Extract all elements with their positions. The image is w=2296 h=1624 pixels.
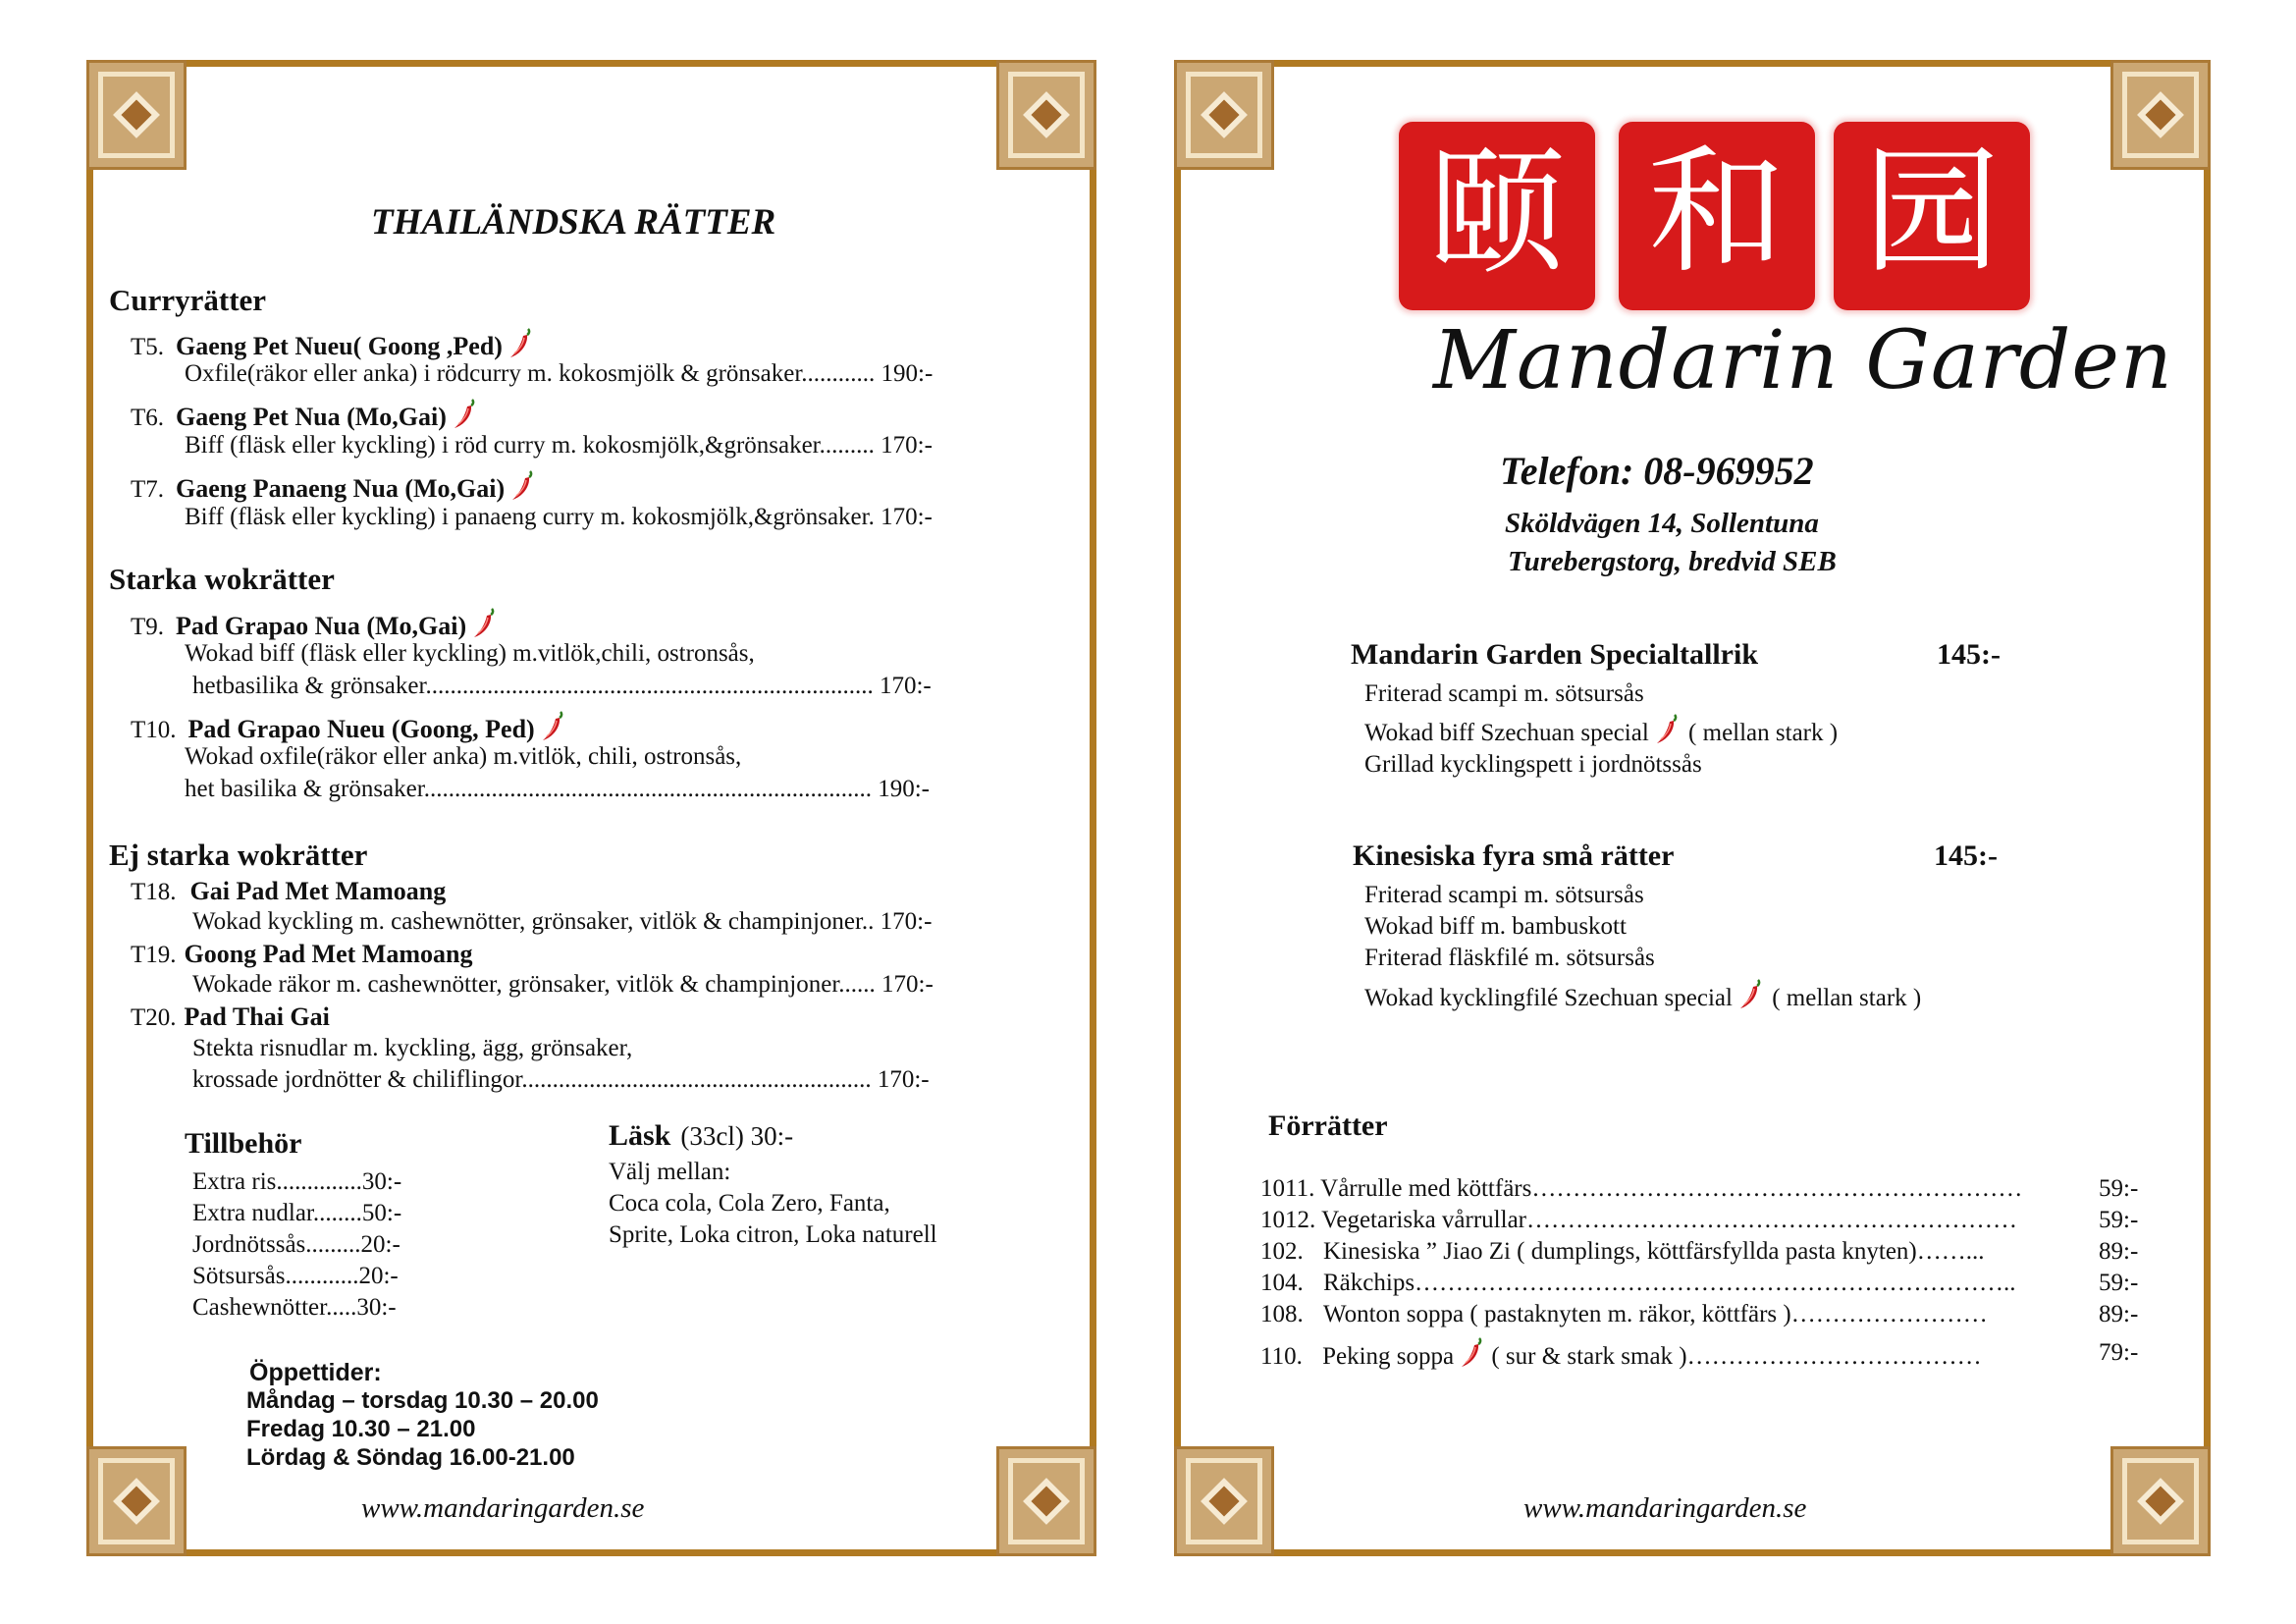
dish-desc: Stekta risnudlar m. kyckling, ägg, grönsaker,: [192, 1035, 633, 1061]
starter-text: Vårrulle med köttfärs……………………………………………………: [1320, 1175, 2023, 1202]
platter-line: Friterad scampi m. sötsursås: [1364, 680, 1644, 707]
chili-icon: [1738, 978, 1764, 1011]
starter-row: [1260, 1336, 1982, 1371]
dish-code: T20.: [131, 1004, 177, 1031]
side-item: Extra nudlar........50:-: [192, 1200, 402, 1226]
chili-icon: [1655, 713, 1681, 746]
phone-number[interactable]: Telefon: 08-969952: [1500, 449, 1814, 493]
address-line-1: Sköldvägen 14, Sollentuna: [1505, 508, 1819, 539]
starter-text: Peking soppa: [1322, 1343, 1455, 1370]
website-link[interactable]: www.mandaringarden.se: [361, 1492, 645, 1524]
starter-code: 108.: [1260, 1301, 1304, 1327]
logo-seal: [1834, 122, 2030, 310]
chili-icon: [508, 327, 534, 360]
starter-row: [1260, 1207, 2017, 1234]
side-item: Extra ris..............30:-: [192, 1168, 402, 1195]
corner-ornament-br: [2110, 1446, 2211, 1556]
dish-t6: [131, 398, 478, 432]
dish-t5: [131, 327, 534, 361]
starter-text: Wonton soppa ( pastaknyten m. räkor, köttfärs )……………………: [1323, 1301, 1988, 1327]
dish-desc: Biff (fläsk eller kyckling) i panaeng curry m. kokosmjölk,&grönsaker. 170:-: [185, 504, 933, 530]
dish-name: Pad Grapao Nueu (Goong, Ped): [187, 715, 535, 743]
starter-price: 59:-: [2099, 1270, 2139, 1296]
dish-code: T7.: [131, 476, 165, 503]
starter-code: 1011.: [1260, 1175, 1315, 1202]
starter-price: 59:-: [2099, 1175, 2139, 1202]
starter-code: 102.: [1260, 1238, 1304, 1265]
corner-ornament-tl: [86, 60, 187, 170]
logo-character: 和: [1647, 133, 1786, 293]
opening-hours-line: Måndag – torsdag 10.30 – 20.00: [246, 1387, 599, 1414]
special-platter-price: 145:-: [1937, 638, 2001, 671]
dish-t20: [131, 1002, 330, 1032]
dish-desc: Wokad biff (fläsk eller kyckling) m.vitlök,chili, ostronsås,: [185, 640, 755, 667]
section-heading-sides: Tillbehör: [185, 1127, 302, 1160]
special-platter-name: Mandarin Garden Specialtallrik: [1351, 638, 1759, 671]
page-title: THAILÄNDSKA RÄTTER: [371, 202, 776, 243]
starter-code: 1012.: [1260, 1207, 1316, 1233]
brand-name: Mandarin Garden: [1433, 314, 2173, 407]
corner-ornament-tr: [2110, 60, 2211, 170]
corner-ornament-tl: [1174, 60, 1274, 170]
starter-price: 79:-: [2099, 1339, 2139, 1366]
section-heading-mild-wok: Ej starka wokrätter: [109, 838, 368, 872]
starter-text: Räkchips………………………………………………………………..: [1323, 1270, 2016, 1296]
logo-character: 园: [1862, 133, 2001, 293]
dish-t18: [131, 877, 446, 906]
soda-line: Sprite, Loka citron, Loka naturell: [609, 1221, 937, 1248]
starter-price: 89:-: [2099, 1238, 2139, 1265]
dish-desc: Oxfile(räkor eller anka) i rödcurry m. kokosmjölk & grönsaker............ 190:-: [185, 360, 934, 387]
dish-t9: [131, 607, 498, 641]
chili-icon: [472, 607, 498, 640]
starter-code: 104.: [1260, 1270, 1304, 1296]
starter-text: ( sur & stark smak )………………………………: [1491, 1343, 1982, 1370]
platter-line-chili: [1364, 713, 1838, 747]
dish-code: T19.: [131, 942, 177, 968]
spice-note: ( mellan stark ): [1772, 985, 1922, 1011]
dish-desc: Wokad kyckling m. cashewnötter, grönsaker, vitlök & champinjoner.. 170:-: [192, 908, 933, 935]
section-heading-starters: Förrätter: [1268, 1110, 1388, 1142]
chili-icon: [541, 710, 566, 743]
starter-code: 110.: [1260, 1343, 1303, 1370]
dish-name: Pad Grapao Nua (Mo,Gai): [176, 612, 467, 640]
starter-text: Kinesiska ” Jiao Zi ( dumplings, köttfärsfyllda pasta knyten)……...: [1323, 1238, 1985, 1265]
starter-row: [1260, 1238, 1985, 1266]
side-item: Sötsursås............20:-: [192, 1263, 399, 1289]
dish-name: Gai Pad Met Mamoang: [189, 877, 447, 905]
dish-name: Pad Thai Gai: [184, 1002, 330, 1031]
starter-row: [1260, 1270, 2016, 1297]
corner-ornament-tr: [996, 60, 1096, 170]
corner-ornament-bl: [1174, 1446, 1274, 1556]
soda-heading: [609, 1119, 793, 1153]
platter-line: Wokad biff m. bambuskott: [1364, 913, 1627, 940]
dish-code: T6.: [131, 405, 165, 431]
dish-desc: hetbasilika & grönsaker......................................................................... 170:-: [192, 673, 932, 699]
dish-code: T9.: [131, 614, 165, 640]
platter-line: Grillad kycklingspett i jordnötssås: [1364, 751, 1702, 778]
dish-code: T10.: [131, 717, 177, 743]
soda-line: Coca cola, Cola Zero, Fanta,: [609, 1190, 890, 1217]
dish-name: Gaeng Pet Nua (Mo,Gai): [176, 403, 447, 431]
dish-t10: [131, 710, 566, 744]
side-item: Cashewnötter.....30:-: [192, 1294, 397, 1321]
starter-price: 89:-: [2099, 1301, 2139, 1327]
spice-note: ( mellan stark ): [1688, 720, 1839, 746]
platter-line: Friterad fläskfilé m. sötsursås: [1364, 945, 1655, 971]
section-heading-curry: Curryrätter: [109, 283, 267, 317]
logo-seal: [1619, 122, 1815, 310]
dish-t7: [131, 469, 536, 504]
opening-hours-line: Fredag 10.30 – 21.00: [246, 1416, 476, 1442]
four-dishes-price: 145:-: [1934, 839, 1998, 872]
logo-character: 颐: [1427, 133, 1566, 293]
dish-desc: Wokade räkor m. cashewnötter, grönsaker, vitlök & champinjoner...... 170:-: [192, 971, 934, 998]
platter-line: Wokad biff Szechuan special: [1364, 720, 1649, 746]
soda-title: Läsk: [609, 1119, 671, 1152]
starter-text: Vegetariska vårrullar……………………………………………………: [1321, 1207, 2017, 1233]
dish-name: Goong Pad Met Mamoang: [184, 940, 473, 968]
dish-code: T5.: [131, 334, 165, 360]
soda-line: Välj mellan:: [609, 1159, 731, 1185]
corner-ornament-br: [996, 1446, 1096, 1556]
address-line-2: Turebergstorg, bredvid SEB: [1508, 546, 1837, 577]
chili-icon: [1460, 1336, 1485, 1370]
platter-line: Friterad scampi m. sötsursås: [1364, 882, 1644, 908]
four-dishes-name: Kinesiska fyra små rätter: [1353, 839, 1675, 872]
opening-hours-heading: Öppettider:: [249, 1359, 382, 1386]
starter-price: 59:-: [2099, 1207, 2139, 1233]
starter-row: [1260, 1301, 1988, 1328]
platter-line-chili: [1364, 978, 1921, 1012]
dish-desc: het basilika & grönsaker......................................................................... 190:-: [185, 776, 930, 802]
platter-line: Wokad kycklingfilé Szechuan special: [1364, 985, 1733, 1011]
opening-hours-line: Lördag & Söndag 16.00-21.00: [246, 1444, 575, 1471]
dish-name: Gaeng Panaeng Nua (Mo,Gai): [176, 474, 506, 503]
dish-name: Gaeng Pet Nueu( Goong ,Ped): [176, 332, 503, 360]
dish-code: T18.: [131, 879, 177, 905]
website-link[interactable]: www.mandaringarden.se: [1523, 1492, 1807, 1524]
chili-icon: [453, 398, 478, 431]
soda-size-price: (33cl) 30:-: [680, 1121, 794, 1151]
section-heading-strong-wok: Starka wokrätter: [109, 562, 335, 596]
logo-seal: [1399, 122, 1595, 310]
dish-desc: Biff (fläsk eller kyckling) i röd curry m. kokosmjölk,&grönsaker......... 170:-: [185, 432, 933, 459]
corner-ornament-bl: [86, 1446, 187, 1556]
dish-desc: krossade jordnötter & chiliflingor......................................................... 170:-: [192, 1066, 930, 1093]
side-item: Jordnötssås.........20:-: [192, 1231, 400, 1258]
chili-icon: [510, 469, 536, 503]
starter-row: [1260, 1175, 2022, 1203]
dish-t19: [131, 940, 472, 969]
dish-desc: Wokad oxfile(räkor eller anka) m.vitlök, chili, ostronsås,: [185, 743, 742, 770]
